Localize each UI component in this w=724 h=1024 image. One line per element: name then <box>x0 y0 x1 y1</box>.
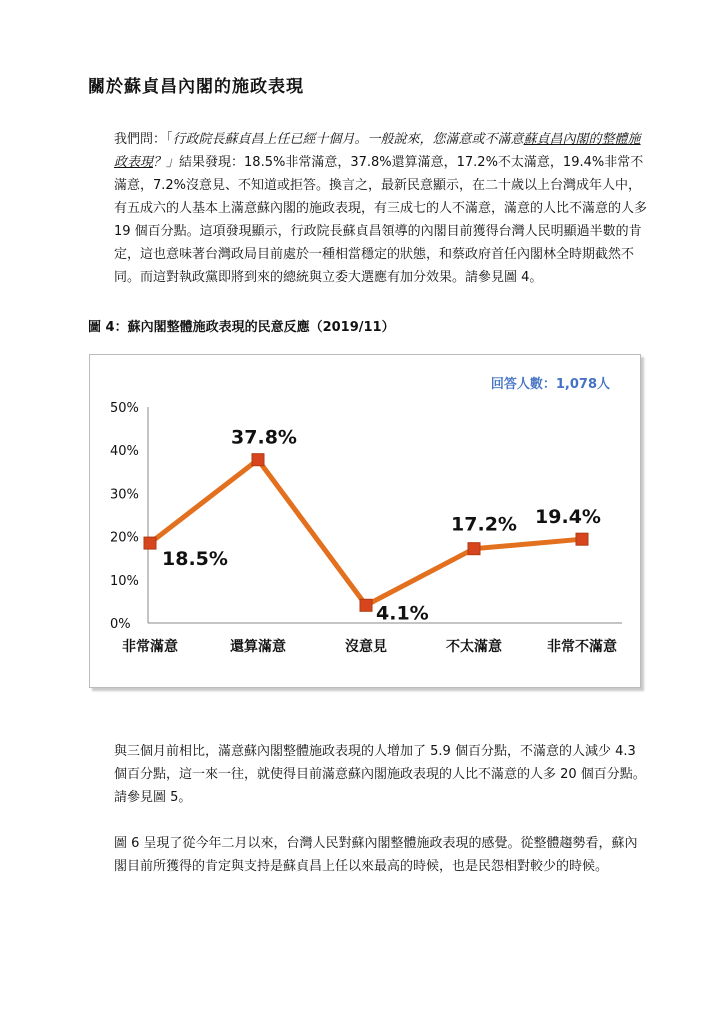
data-point <box>468 543 480 555</box>
y-tick-label: 10% <box>110 573 139 589</box>
survey-question: 行政院長蘇貞昌上任已經十個月。一般說來，您滿意或不滿意 <box>172 132 524 147</box>
data-label: 18.5% <box>162 548 228 571</box>
x-tick-label: 非常不滿意 <box>547 639 617 655</box>
chart-frame <box>89 354 641 688</box>
y-tick-label: 30% <box>110 487 139 503</box>
survey-question-underlined: 蘇貞昌內閣的整體施政表現 <box>114 132 641 170</box>
y-tick-label: 20% <box>110 530 139 546</box>
quote-lead: 我們問：「 <box>114 132 173 147</box>
data-label: 37.8% <box>231 426 297 449</box>
respondent-count: 回答人數：1,078人 <box>490 377 610 392</box>
survey-question-end: ？」 <box>153 155 180 170</box>
data-point <box>576 533 588 545</box>
data-label: 4.1% <box>376 602 429 625</box>
paragraph-1 <box>88 128 648 289</box>
paragraph-2 <box>88 740 648 809</box>
data-label: 17.2% <box>451 513 517 536</box>
series-line <box>150 460 582 606</box>
x-tick-label: 不太滿意 <box>446 639 502 655</box>
data-point <box>360 599 372 611</box>
comparison-text: 與三個月前相比，滿意蘇內閣整體施政表現的人增加了 5.9 個百分點，不滿意的人減少 4.3 個百分點，這一來一往，就使得目前滿意蘇內閣施政表現的人比不滿意的人多 20 個百分點。請參見圖 5。 <box>114 744 646 805</box>
paragraph-3 <box>88 832 648 878</box>
data-point <box>144 537 156 549</box>
trend-text: 圖 6 呈現了從今年二月以來，台灣人民對蘇內閣整體施政表現的感覺。從整體趨勢看，蘇內閣目前所獲得的肯定與支持是蘇貞昌上任以來最高的時候，也是民怨相對較少的時候。 <box>114 836 638 874</box>
data-point <box>252 454 264 466</box>
document-title: 關於蘇貞昌內閣的施政表現 <box>88 77 304 97</box>
x-tick-label: 非常滿意 <box>122 639 178 655</box>
line-chart <box>90 355 640 687</box>
y-tick-label: 0% <box>110 617 131 632</box>
x-tick-label: 沒意見 <box>345 639 387 655</box>
y-tick-label: 40% <box>110 444 139 460</box>
y-tick-label: 50% <box>110 401 139 416</box>
findings-text: 結果發現：18.5%非常滿意，37.8%還算滿意，17.2%不太滿意，19.4%非常不滿意，7.2%沒意見、不知道或拒答。換言之，最新民意顯示，在二十歲以上台灣成年人中，有五成六的人基本上滿意蘇內閣的施政表現，有三成七的人不滿意，滿意的人比不滿意的人多 19 個百分點。這項發現顯示，行政院長蘇貞昌領導的內閣目前獲得台灣人民明顯過半數的肯定，這也意味著台灣政局目前處於一種相當穩定的狀態，和蔡政府首任內閣林全時期截然不同。而這對執政黨即將到來的總統與立委大選應有加分效果。請參見圖 4。 <box>114 155 648 285</box>
data-label: 19.4% <box>535 506 601 529</box>
x-tick-label: 還算滿意 <box>230 639 286 655</box>
figure-caption: 圖 4：蘇內閣整體施政表現的民意反應（2019/11） <box>88 320 395 335</box>
